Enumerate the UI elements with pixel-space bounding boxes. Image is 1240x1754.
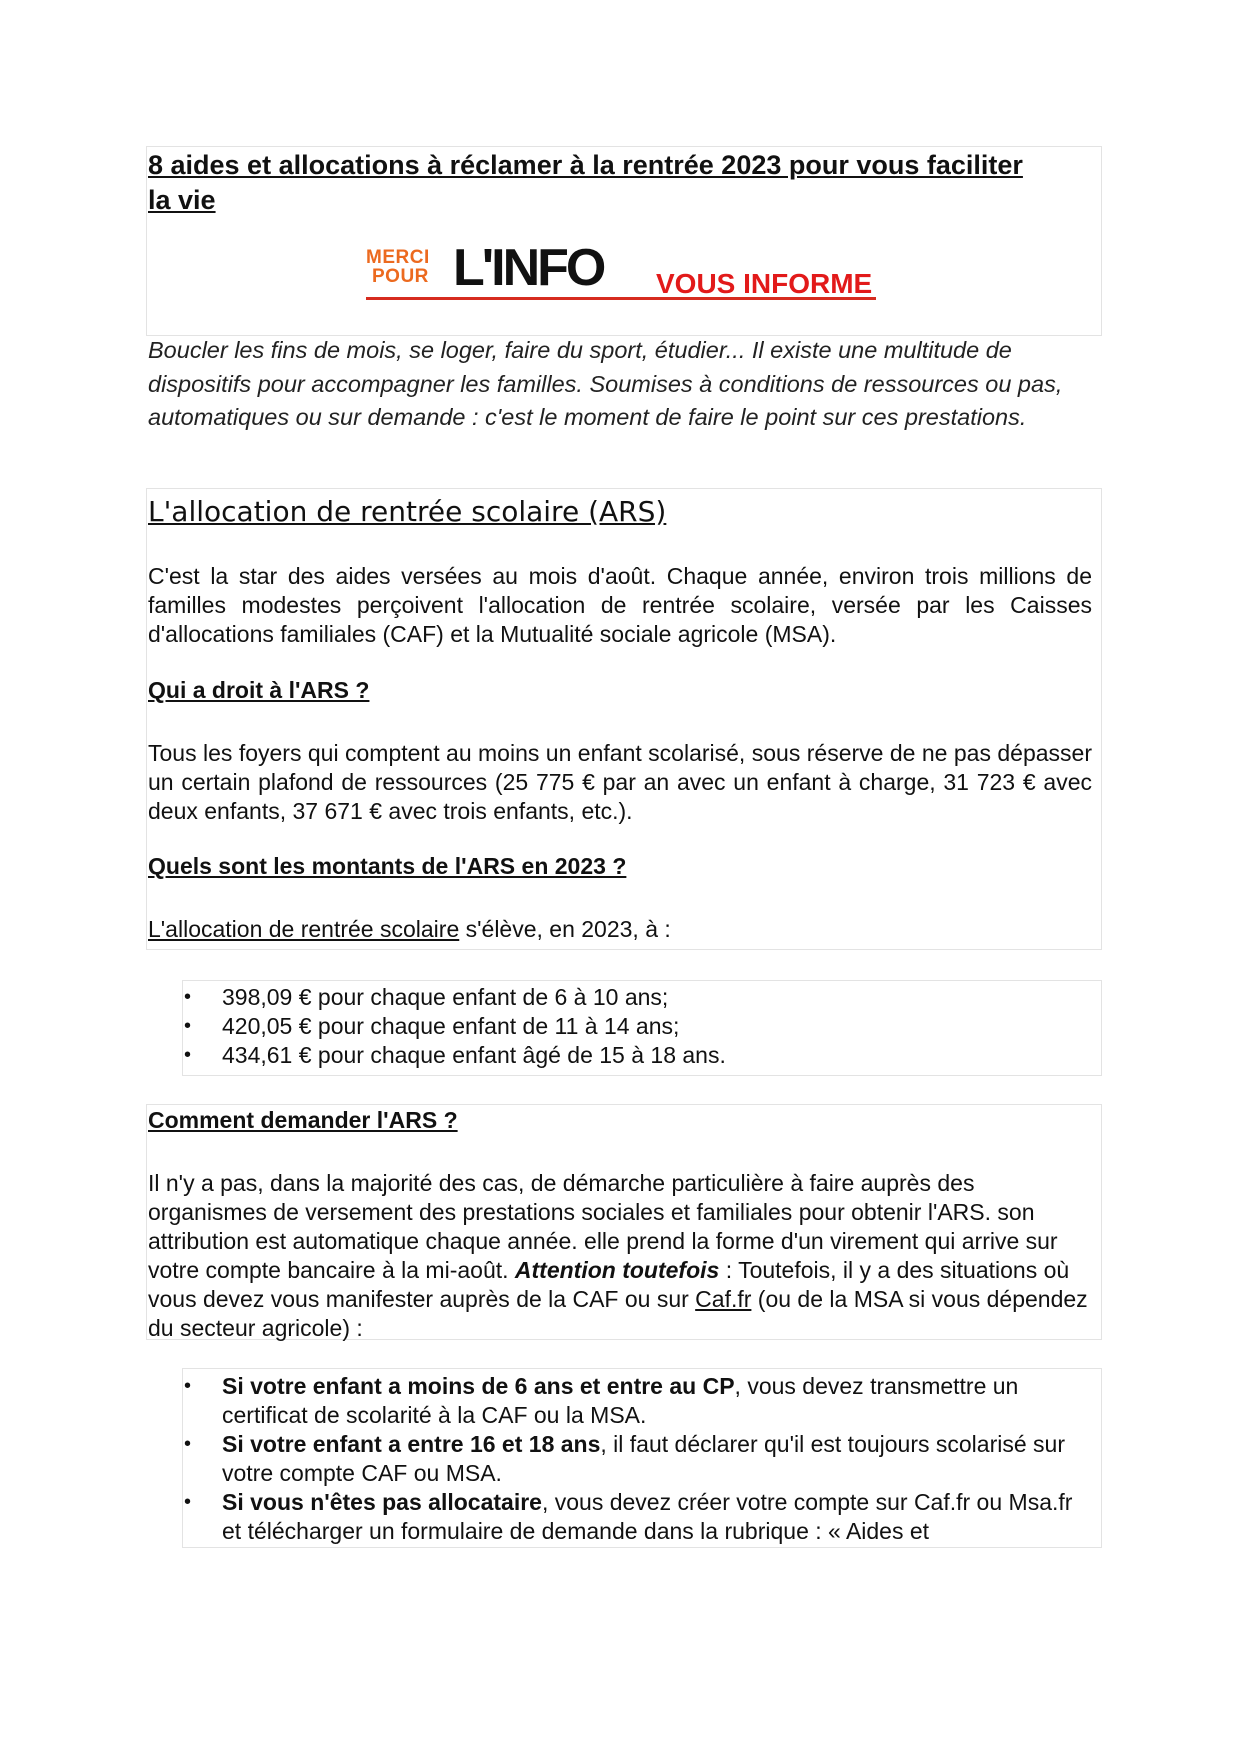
request-heading: Comment demander l'ARS ? [148,1107,458,1133]
cases-list-clip [182,1368,1102,1544]
logo-merci-text: MERCI [366,247,430,268]
bullet-icon: • [184,1015,192,1037]
request-paragraph: Il n'y a pas, dans la majorité des cas, de démarche particulière à faire auprès des organismes de versement des prestations sociales et familiales pour obtenir l'ARS. son attribution est automatique chaque année. elle prend la forme d'un virement qui arrive sur votre compte bancaire à la mi-août. Attention toutefois : Toutefois, il y a des situations où vous devez vous manifester auprès de la CAF ou sur Caf.fr (ou de la MSA si vous dépendez du secteur agricole) : [148,1170,1088,1341]
caf-link[interactable]: Caf.fr [695,1286,752,1312]
cases-list [182,1372,1094,1544]
list-item: • 420,05 € pour chaque enfant de 11 à 14 ans; [184,1013,680,1039]
ars-eligibility-paragraph: Tous les foyers qui comptent au moins un enfant scolarisé, sous réserve de ne pas dépasser un certain plafond de ressources (25 775 € par an avec un enfant à charge, 31 723 € avec deux enfants, 37 671 € avec trois enfants, etc.). [148,740,1092,824]
ars-intro-paragraph: C'est la star des aides versées au mois d'août. Chaque année, environ trois millions de familles modestes perçoivent l'allocation de rentrée scolaire, versée par les Caisses d'allocations familiales (CAF) et la Mutualité sociale agricole (MSA). [148,563,1092,647]
merci-pour-linfo-logo [366,239,606,302]
ars-amounts-intro [148,915,1092,944]
logo-tagline: VOUS INFORME [656,268,873,299]
ars-heading: L'allocation de rentrée scolaire (ARS) [148,495,667,528]
logo-info-text: L'INFO [453,239,604,297]
ars-eligibility-heading: Qui a droit à l'ARS ? [148,677,370,703]
bullet-icon: • [184,986,192,1008]
bullet-icon: • [184,1491,192,1513]
page-title: 8 aides et allocations à réclamer à la rentrée 2023 pour vous faciliter la vie [148,150,1023,215]
ars-amounts-intro-rest: s'élève, en 2023, à : [459,916,671,942]
list-item: • 434,61 € pour chaque enfant âgé de 15 à 18 ans. [184,1042,726,1068]
list-item: • 398,09 € pour chaque enfant de 6 à 10 ans; [184,984,669,1010]
intro-paragraph: Boucler les fins de mois, se loger, faire du sport, étudier... Il existe une multitude de dispositifs pour accompagner les familles. Soumises à conditions de ressources ou pas, automatiques ou sur demande : c'est le moment de faire le point sur ces prestations. [148,337,1063,430]
ars-amounts-heading: Quels sont les montants de l'ARS en 2023 ? [148,853,627,879]
amounts-list [182,983,1082,1070]
bullet-icon: • [184,1044,192,1066]
list-item: • Si vous n'êtes pas allocataire, vous devez créer votre compte sur Caf.fr ou Msa.fr et télécharger un formulaire de demande dans la rubrique : « Aides et [184,1489,1073,1544]
bullet-icon: • [184,1433,192,1455]
logo-pour-text: POUR [372,266,429,287]
list-item: • Si votre enfant a entre 16 et 18 ans, il faut déclarer qu'il est toujours scolarisé sur votre compte CAF ou MSA. [184,1431,1065,1486]
list-item: • Si votre enfant a moins de 6 ans et entre au CP, vous devez transmettre un certificat de scolarité à la CAF ou la MSA. [184,1373,1019,1428]
ars-link[interactable]: L'allocation de rentrée scolaire [148,916,460,942]
attention-emphasis: Attention toutefois [514,1257,720,1283]
bullet-icon: • [184,1375,192,1397]
